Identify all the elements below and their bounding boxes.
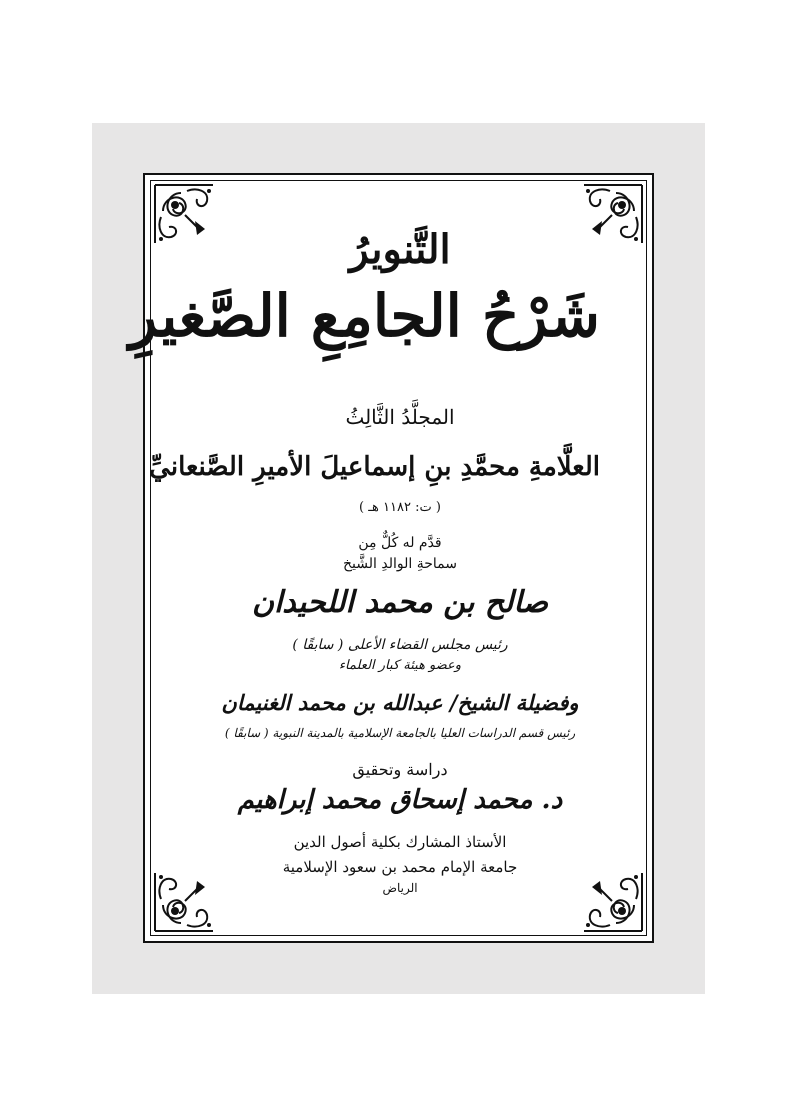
corner-ornament-icon [151, 869, 217, 935]
editor-affiliation-3: الرياض [382, 881, 418, 895]
editor-affiliation-2: جامعة الإمام محمد بن سعود الإسلامية [282, 858, 518, 876]
presenter1-name: صالح بن محمد اللحيدان [251, 585, 549, 620]
presenter2-position: رئيس قسم الدراسات العليا بالجامعة الإسلامية بالمدينة النبوية ( سابقًا ) [224, 726, 576, 740]
presenter1-position: رئيس مجلس القضاء الأعلى ( سابقًا ) [292, 637, 508, 653]
presenter1-honorific: سماحةِ الوالدِ الشَّيخ [343, 556, 457, 572]
author-death-date: ( ت: ١١٨٢ هـ ) [359, 500, 441, 515]
author-name: العلَّامةِ محمَّدِ بنِ إسماعيلَ الأميرِ الصَّنعانيِّ [149, 452, 600, 482]
study-label: دراسة وتحقيق [352, 760, 448, 779]
editor-name: د. محمد إسحاق محمد إبراهيم [237, 785, 563, 815]
corner-ornament-icon [580, 869, 646, 935]
presenter2-name: وفضيلة الشيخ/ عبدالله بن محمد الغنيمان [221, 690, 579, 715]
book-title-top: التَّنويرُ [349, 226, 451, 273]
volume-label: المجلَّدُ الثَّالِثُ [345, 405, 455, 429]
editor-affiliation-1: الأستاذ المشارك بكلية أصول الدين [293, 833, 507, 851]
introduced-by-label: قدَّم له كُلٌّ مِن [358, 535, 442, 551]
presenter1-position-2: وعضو هيئة كبار العلماء [338, 658, 462, 673]
book-title-main: شَرْحُ الجامِعِ الصَّغيرِ [129, 282, 600, 350]
